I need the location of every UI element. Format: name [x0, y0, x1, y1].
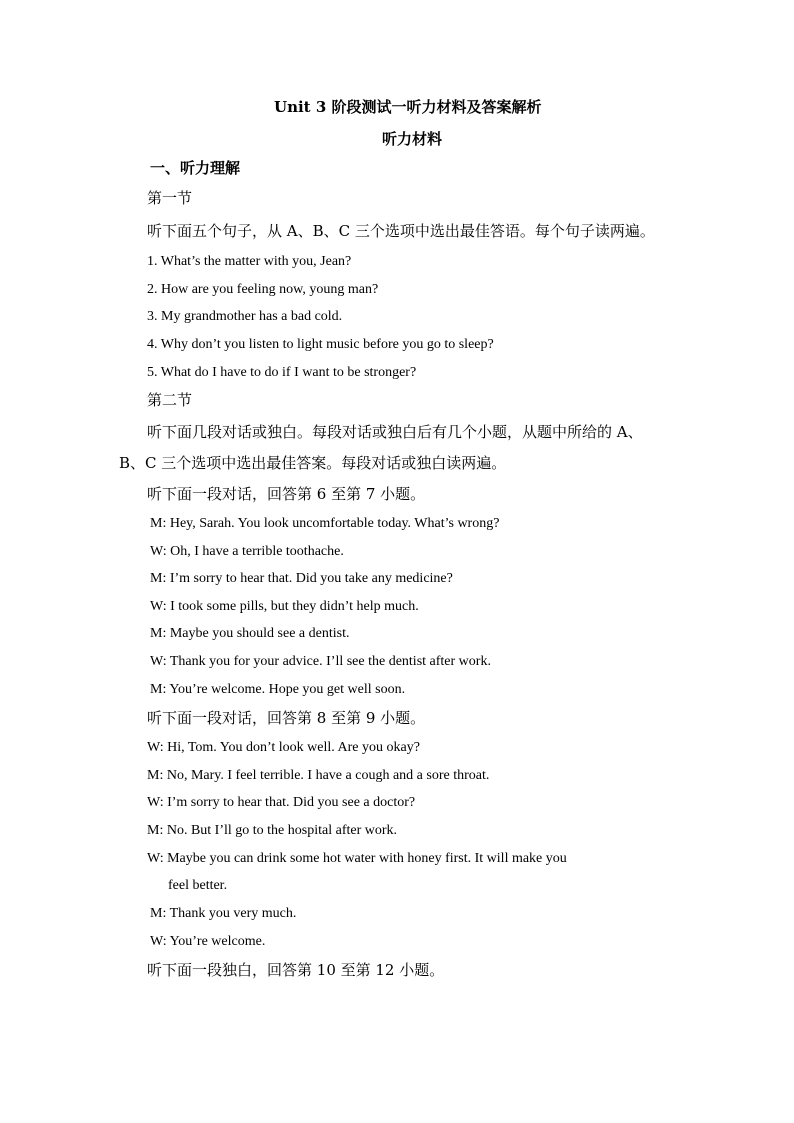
part-heading: 一、听力理解 — [150, 159, 241, 177]
dialog2-line: M: No. But I’ll go to the hospital after work. — [147, 823, 398, 838]
section1-item: 5. What do I have to do if I want to be stronger? — [147, 365, 417, 380]
dialog1-line: W: I took some pills, but they didn’t help much. — [150, 599, 419, 614]
dialog1-line: M: Hey, Sarah. You look uncomfortable today. What’s wrong? — [150, 516, 500, 531]
dialog2-line-continuation: feel better. — [168, 878, 228, 893]
dialog2-line: W: Maybe you can drink some hot water with honey first. It will make you — [147, 851, 567, 866]
section2-heading: 第二节 — [147, 391, 193, 409]
section1-item: 3. My grandmother has a bad cold. — [147, 309, 343, 324]
dialog2-line: W: Hi, Tom. You don’t look well. Are you okay? — [147, 740, 420, 755]
dialog2-intro: 听下面一段对话，回答第 8 至第 9 小题。 — [147, 709, 426, 727]
section1-item: 4. Why don’t you listen to light music before you go to sleep? — [147, 337, 494, 352]
dialog2-line: W: You’re welcome. — [150, 934, 266, 949]
dialog2-line: M: Thank you very much. — [150, 906, 297, 921]
section2-instruction-line1: 听下面几段对话或独白。每段对话或独白后有几个小题，从题中所给的 A、 — [147, 423, 643, 441]
dialog1-line: M: Maybe you should see a dentist. — [150, 626, 350, 641]
dialog1-line: M: I’m sorry to hear that. Did you take any medicine? — [150, 571, 453, 586]
dialog1-intro: 听下面一段对话，回答第 6 至第 7 小题。 — [147, 485, 426, 503]
document-subtitle: 听力材料 — [382, 130, 443, 148]
section1-heading: 第一节 — [147, 189, 193, 207]
dialog2-line: W: I’m sorry to hear that. Did you see a doctor? — [147, 795, 416, 810]
dialog2-line: M: No, Mary. I feel terrible. I have a cough and a sore throat. — [147, 768, 490, 783]
dialog1-line: W: Thank you for your advice. I’ll see the dentist after work. — [150, 654, 491, 669]
monologue-intro: 听下面一段独白，回答第 10 至第 12 小题。 — [147, 961, 445, 979]
dialog1-line: M: You’re welcome. Hope you get well soon. — [150, 682, 406, 697]
section1-instruction: 听下面五个句子，从 A、B、C 三个选项中选出最佳答语。每个句子读两遍。 — [147, 222, 655, 240]
document-title: Unit 3 阶段测试一听力材料及答案解析 — [274, 98, 542, 116]
section2-instruction-line2: B、C 三个选项中选出最佳答案。每段对话或独白读两遍。 — [119, 454, 507, 472]
section1-item: 1. What’s the matter with you, Jean? — [147, 254, 352, 269]
section1-item: 2. How are you feeling now, young man? — [147, 282, 379, 297]
dialog1-line: W: Oh, I have a terrible toothache. — [150, 544, 344, 559]
